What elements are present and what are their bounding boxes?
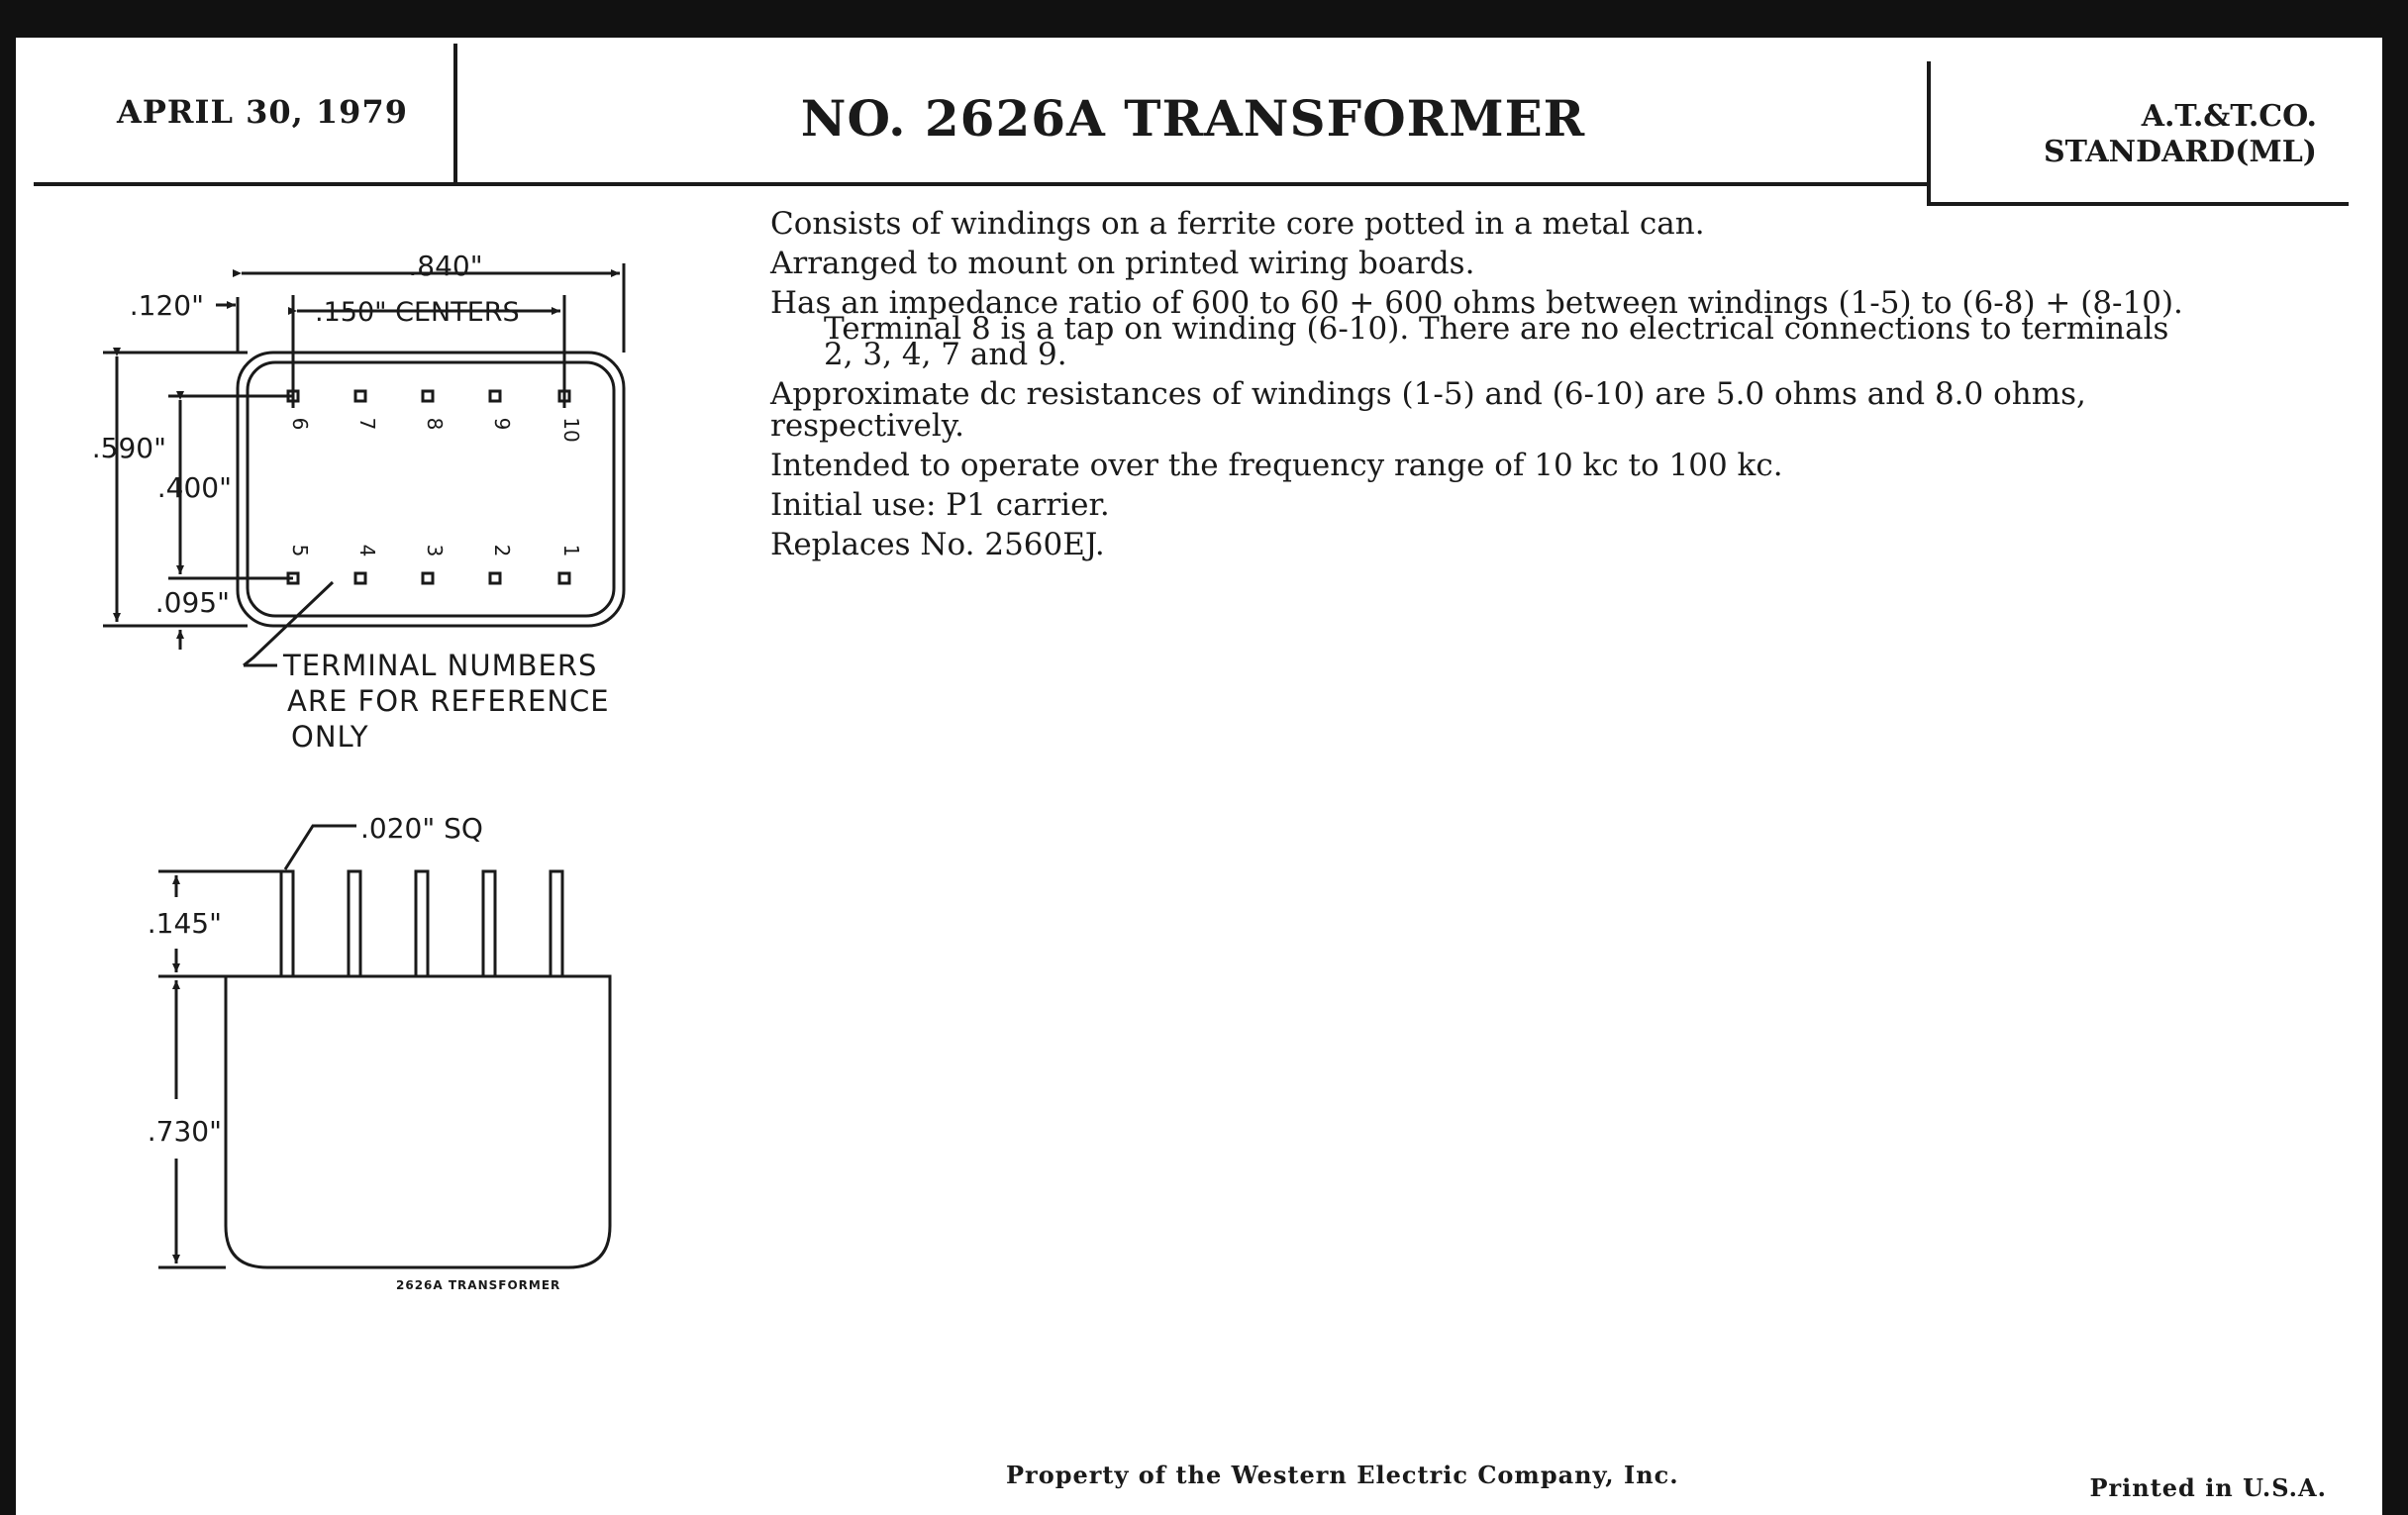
description-line: Has an impedance ratio of 600 to 60 + 600 ohms between windings (1-5) to (6-8) + (8-10). [770,285,2183,321]
terminal-number: 10 [559,417,583,443]
terminal-number: 5 [288,544,312,557]
dim-row-spacing-label: .400" [156,471,232,504]
terminal-pin [349,871,360,976]
terminal-pad [423,391,433,401]
description-paragraph: Replaces No. 2560EJ. [770,527,1105,562]
terminal-pad [355,573,365,583]
terminal-number: 7 [355,417,379,431]
dim-height-label: .590" [91,432,166,464]
terminal-pad [423,573,433,583]
terminal-number: 4 [355,544,379,557]
dim-edge-label: .095" [154,586,230,619]
terminal-pin [483,871,495,976]
standard-line-1: A.T.&T.CO. [2141,99,2317,134]
description-line: 2, 3, 4, 7 and 9. [824,337,1067,372]
description-line: Terminal 8 is a tap on winding (6-10). There are no electrical connections to terminals [824,311,2169,347]
pin-length-label: .145" [147,907,222,940]
terminal-number: 1 [559,544,583,557]
terminal-number: 9 [490,417,514,431]
terminal-pad [490,391,500,401]
terminal-pin [416,871,428,976]
description-paragraph: Intended to operate over the frequency range of 10 kc to 100 kc. [770,448,1783,483]
can-side-outline [226,976,610,1267]
can-height-label: .730" [147,1115,222,1148]
dim-centers-label: .150" CENTERS [315,297,520,328]
printed-in-footer: Printed in U.S.A. [2089,1473,2327,1502]
terminal-pin [281,871,293,976]
description-paragraph: Approximate dc resistances of windings (1-5) and (6-10) are 5.0 ohms and 8.0 ohms, respectively. [770,376,2086,444]
issue-date: APRIL 30, 1979 [117,93,408,131]
ownership-footer: Property of the Western Electric Company, Inc. [1006,1461,1679,1489]
reference-note-line: ONLY [291,720,369,754]
terminal-number: 8 [423,417,447,431]
description-paragraph: Arranged to mount on printed wiring boards. [770,246,1475,281]
reference-note-line: TERMINAL NUMBERS [283,649,598,682]
document-title: NO. 2626A TRANSFORMER [800,89,1586,148]
terminal-pad [559,573,569,583]
terminal-number: 2 [490,544,514,557]
dim-width-label: .840" [408,250,483,282]
reference-note-line: ARE FOR REFERENCE [287,684,610,718]
description-paragraph: Consists of windings on a ferrite core potted in a metal can. [770,206,1705,242]
pin-size-leader [285,826,356,869]
terminal-pad [355,391,365,401]
terminal-number: 3 [423,544,447,557]
drawing-caption: 2626A TRANSFORMER [396,1278,561,1292]
standard-line-2: STANDARD(ML) [2044,135,2317,169]
description-paragraph: Initial use: P1 carrier. [770,487,1110,523]
terminal-number: 6 [288,417,312,431]
pin-size-label: .020" SQ [360,812,483,845]
dim-offset-label: .120" [129,289,204,322]
terminal-pin [551,871,562,976]
terminal-pad [490,573,500,583]
